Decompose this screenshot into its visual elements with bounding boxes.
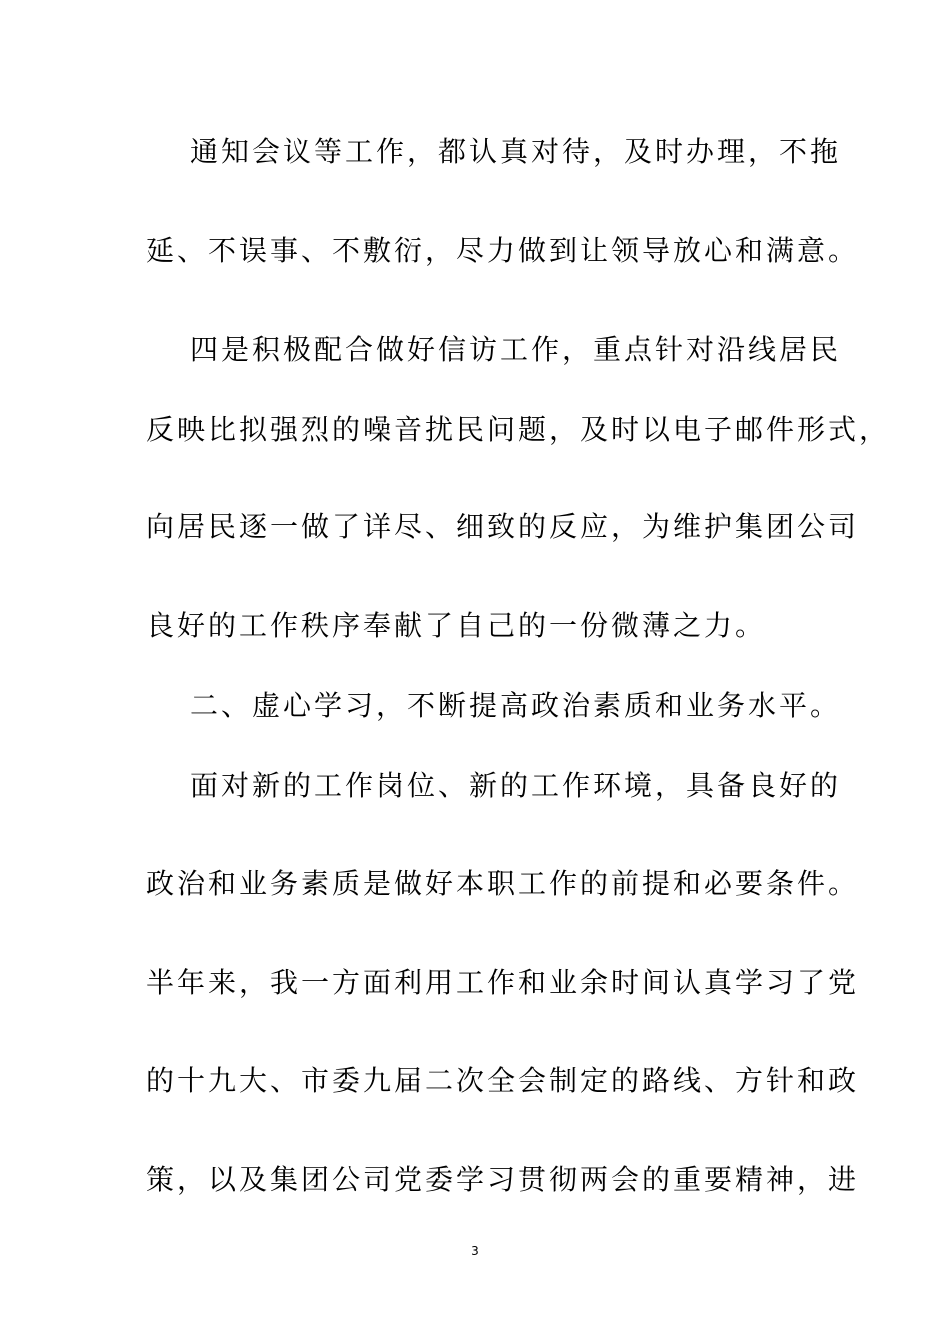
text-line-12: 策，以及集团公司党委学习贯彻两会的重要精神，进 bbox=[146, 1163, 860, 1196]
text-line-10: 半年来，我一方面利用工作和业余时间认真学习了党 bbox=[146, 966, 860, 999]
text-line-4: 反映比拟强烈的噪音扰民问题，及时以电子邮件形式， bbox=[146, 413, 891, 446]
text-line-3: 四是积极配合做好信访工作，重点针对沿线居民 bbox=[190, 333, 842, 366]
text-line-2: 延、不误事、不敷衍，尽力做到让领导放心和满意。 bbox=[146, 234, 860, 267]
text-line-5: 向居民逐一做了详尽、细致的反应，为维护集团公司 bbox=[146, 510, 860, 543]
text-line-9: 政治和业务素质是做好本职工作的前提和必要条件。 bbox=[146, 867, 860, 900]
text-line-6: 良好的工作秩序奉献了自己的一份微薄之力。 bbox=[146, 609, 767, 642]
text-line-1: 通知会议等工作，都认真对待，及时办理，不拖 bbox=[190, 135, 842, 168]
text-line-8: 面对新的工作岗位、新的工作环境，具备良好的 bbox=[190, 769, 842, 802]
text-line-7: 二、虚心学习，不断提高政治素质和业务水平。 bbox=[190, 689, 842, 722]
page-number: 3 bbox=[471, 1244, 479, 1258]
text-line-11: 的十九大、市委九届二次全会制定的路线、方针和政 bbox=[146, 1064, 860, 1097]
